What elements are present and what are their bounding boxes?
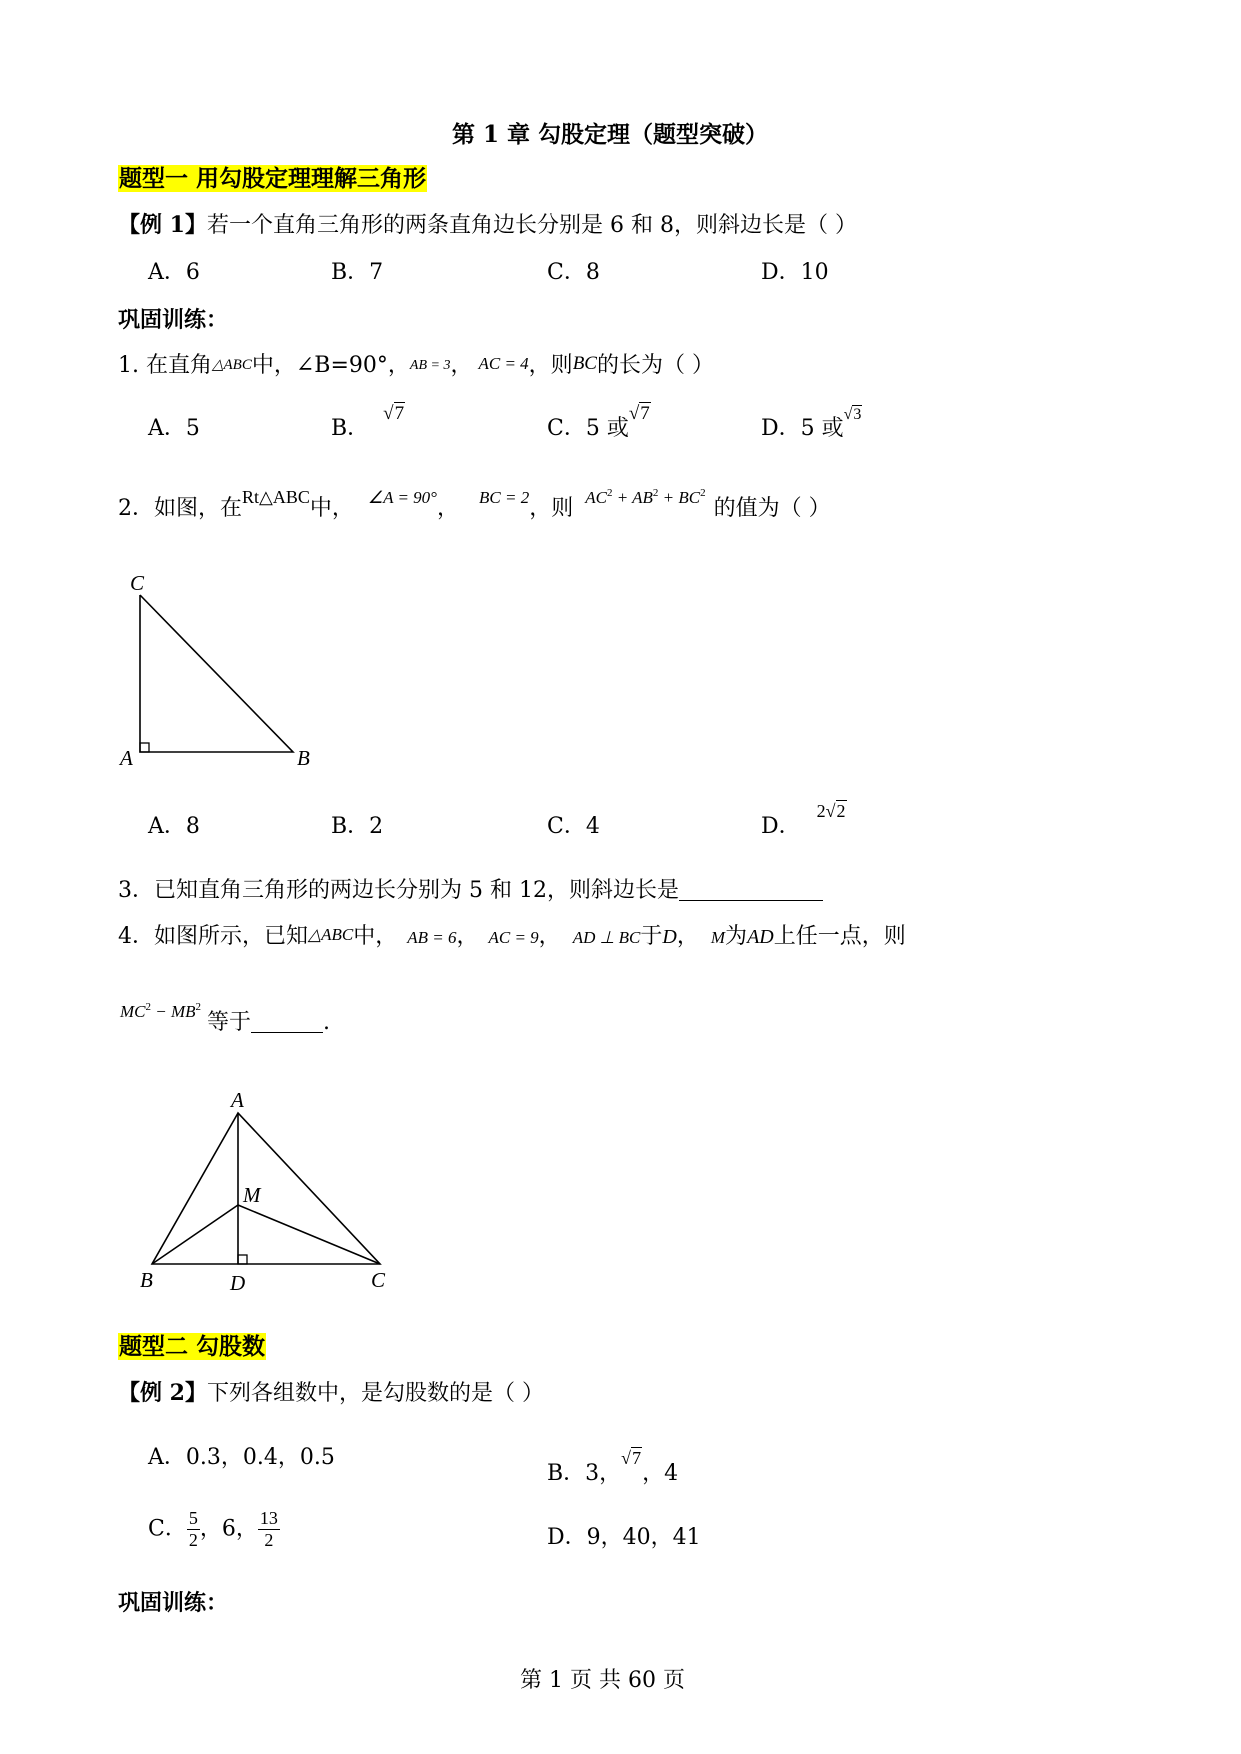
ex2-opt-b-post: ，4 — [642, 1461, 679, 1486]
question-1-option-b — [331, 398, 405, 444]
q2-triangle-shape — [140, 595, 293, 752]
q1-ab: AB = 3 — [409, 358, 451, 373]
q2-opt-d-label: D． — [761, 814, 801, 839]
q1-opt-b-root: 7 — [394, 403, 405, 424]
ex2-frac2-den: 2 — [264, 1530, 274, 1550]
q4-sep-3: ， — [676, 924, 699, 949]
q2-opt-d-root: 2 — [836, 801, 846, 821]
q4-segment-mc — [238, 1205, 380, 1264]
q4-segment-bm — [152, 1205, 238, 1264]
q2-text-4: 的值为（ ） — [713, 496, 831, 521]
q4-ab: AB = 6 — [407, 928, 457, 947]
q4-ad-perp-bc: AD ⊥ BC — [572, 928, 641, 947]
ex2-frac1-den: 2 — [188, 1530, 198, 1550]
q4-ac: AC = 9 — [488, 928, 539, 947]
page-footer: 第 1 页 共 60 页 — [520, 1668, 685, 1693]
question-1-stem — [118, 349, 714, 381]
question-4-stem — [118, 920, 906, 953]
q1-triangle: △ABC — [211, 357, 252, 373]
question-2-option-a: A．8 — [148, 814, 200, 839]
example-1-option-c: C．8 — [547, 260, 600, 285]
q1-opt-c-sqrt: √7 — [628, 403, 650, 424]
q4-right-angle-mark — [238, 1255, 247, 1264]
q4-triangle: △ABC — [308, 925, 354, 944]
practice-heading-2: 巩固训练： — [118, 1590, 229, 1616]
q2-text-1: 2．如图，在 — [118, 496, 242, 521]
q2-label-a: A — [120, 746, 133, 770]
section-1-title: 题型一 用勾股定理理解三角形 — [119, 165, 427, 192]
ex2-opt-c-mid: ，6， — [199, 1516, 258, 1542]
question-3-stem — [118, 876, 823, 906]
q4-expr-mc: MC — [120, 1002, 146, 1021]
example-1-text: 若一个直角三角形的两条直角边长分别是 6 和 8，则斜边长是（ ） — [206, 213, 857, 238]
q1-text-4: 的长为（ ） — [596, 353, 714, 378]
q4-sep-2: ， — [538, 924, 561, 949]
q4-d: D — [662, 926, 677, 948]
q4-label-a: A — [231, 1088, 244, 1112]
question-2-option-c: C．4 — [547, 814, 600, 839]
q4-sq-2: 2 — [195, 1001, 202, 1013]
q1-text-1: 1. 在直角 — [118, 353, 212, 378]
example-1-option-d: D．10 — [761, 260, 829, 285]
q4-period: . — [323, 1010, 331, 1035]
q2-rt — [242, 487, 310, 507]
example-2-tag: 【例 2】 — [118, 1380, 207, 1406]
question-2-option-d — [761, 796, 847, 842]
example-2-option-a: A．0.3，0.4，0.5 — [148, 1445, 335, 1470]
example-2-option-d: D．9，40，41 — [547, 1525, 701, 1550]
q1-opt-c-root: 7 — [640, 403, 650, 424]
section-2-title: 题型二 勾股数 — [119, 1333, 266, 1360]
example-1-stem — [118, 210, 857, 241]
question-2-stem — [118, 478, 831, 524]
q4-text-6: 等于 — [207, 1010, 252, 1035]
q1-text-3: ，则 — [528, 353, 573, 378]
ex2-opt-c-fraction-2 — [258, 1508, 280, 1551]
ex2-frac2-num: 13 — [259, 1508, 278, 1528]
q2-right-angle-mark — [140, 743, 149, 752]
question-1-option-a: A．5 — [148, 416, 200, 441]
q1-opt-d-label: D．5 或 — [761, 416, 844, 441]
example-1-option-a: A．6 — [148, 260, 200, 285]
q4-m: M — [710, 928, 726, 947]
section-2-heading — [118, 1332, 266, 1362]
q4-expr-mb: − MB — [151, 1002, 196, 1021]
page-title: 第 1 章 勾股定理（题型突破） — [452, 121, 769, 148]
q2-expr-ab: + AB — [612, 488, 653, 507]
q4-label-d: D — [230, 1271, 246, 1295]
q2-opt-d-value: 2√2 — [816, 801, 846, 821]
q4-expression — [120, 1002, 201, 1021]
q2-rt-text: Rt△ABC — [242, 487, 310, 507]
q2-sq-3: 2 — [700, 487, 706, 499]
ex2-opt-b-root: 7 — [632, 1448, 642, 1468]
q1-bc: BC — [572, 353, 597, 374]
q4-triangle-figure — [135, 1080, 405, 1305]
ex2-opt-c-pre: C． — [148, 1516, 187, 1542]
q3-answer-blank[interactable] — [679, 878, 823, 901]
q4-text-1: 4．如图所示，已知 — [118, 924, 308, 949]
q1-text-2: 中，∠B=90°， — [251, 353, 410, 378]
q2-opt-d-coef: 2 — [816, 801, 826, 821]
q2-angle: ∠A = 90° — [367, 488, 437, 507]
example-1-option-b: B．7 — [331, 260, 384, 285]
q1-ac: AC = 4 — [478, 354, 529, 373]
q2-label-b: B — [297, 746, 310, 770]
q2-expression — [585, 488, 705, 507]
q1-opt-d-sqrt: √3 — [843, 406, 862, 423]
q2-text-2: 中， — [309, 496, 354, 521]
q3-text: 3．已知直角三角形的两边长分别为 5 和 12，则斜边长是 — [118, 878, 679, 903]
q4-sep-1: ， — [456, 924, 479, 949]
ex2-opt-c-fraction-1 — [187, 1508, 200, 1551]
q1-opt-c-label: C．5 或 — [547, 416, 629, 441]
example-2-stem — [118, 1378, 544, 1409]
q4-label-c: C — [371, 1268, 386, 1292]
question-2-option-b: B．2 — [331, 814, 384, 839]
q4-label-m: M — [243, 1183, 261, 1207]
q4-label-b: B — [140, 1268, 153, 1292]
ex2-opt-b-pre: B．3， — [547, 1461, 622, 1486]
ex2-opt-b-sqrt: √7 — [621, 1448, 642, 1468]
q1-opt-b-sqrt: √7 — [383, 403, 405, 424]
question-4-stem-line-2 — [120, 992, 330, 1038]
q4-answer-blank[interactable] — [251, 1010, 323, 1033]
q2-bc: BC = 2 — [479, 488, 530, 507]
q4-text-2: 中， — [353, 924, 398, 949]
q4-text-5: 上任一点，则 — [773, 924, 906, 949]
q4-text-3: 于 — [640, 924, 663, 949]
example-2-text: 下列各组数中，是勾股数的是（ ） — [206, 1381, 544, 1406]
q2-text-3: ，则 — [529, 496, 574, 521]
ex2-frac1-num: 5 — [188, 1508, 198, 1528]
q4-ad: AD — [747, 926, 774, 948]
q4-text-4: 为 — [725, 924, 748, 949]
q1-opt-d-root: 3 — [853, 406, 862, 423]
example-1-tag: 【例 1】 — [118, 212, 207, 238]
q4-sq-1: 2 — [145, 1001, 151, 1013]
q2-triangle-figure — [110, 555, 330, 780]
q2-sq-2: 2 — [652, 487, 659, 499]
section-1-heading — [118, 164, 427, 194]
q1-opt-b-label: B． — [331, 416, 370, 441]
q2-sq-1: 2 — [606, 487, 613, 499]
q2-sep: ， — [436, 496, 459, 521]
example-2-option-b — [547, 1443, 678, 1489]
q2-expr-ac: AC — [585, 488, 607, 507]
q1-sep: ， — [450, 353, 473, 378]
q2-label-c: C — [130, 571, 145, 595]
practice-heading-1: 巩固训练： — [118, 307, 229, 333]
q2-expr-bc: + BC — [658, 488, 701, 507]
question-1-option-d — [761, 398, 862, 444]
example-2-option-c — [148, 1508, 280, 1551]
question-1-option-c — [547, 398, 651, 444]
